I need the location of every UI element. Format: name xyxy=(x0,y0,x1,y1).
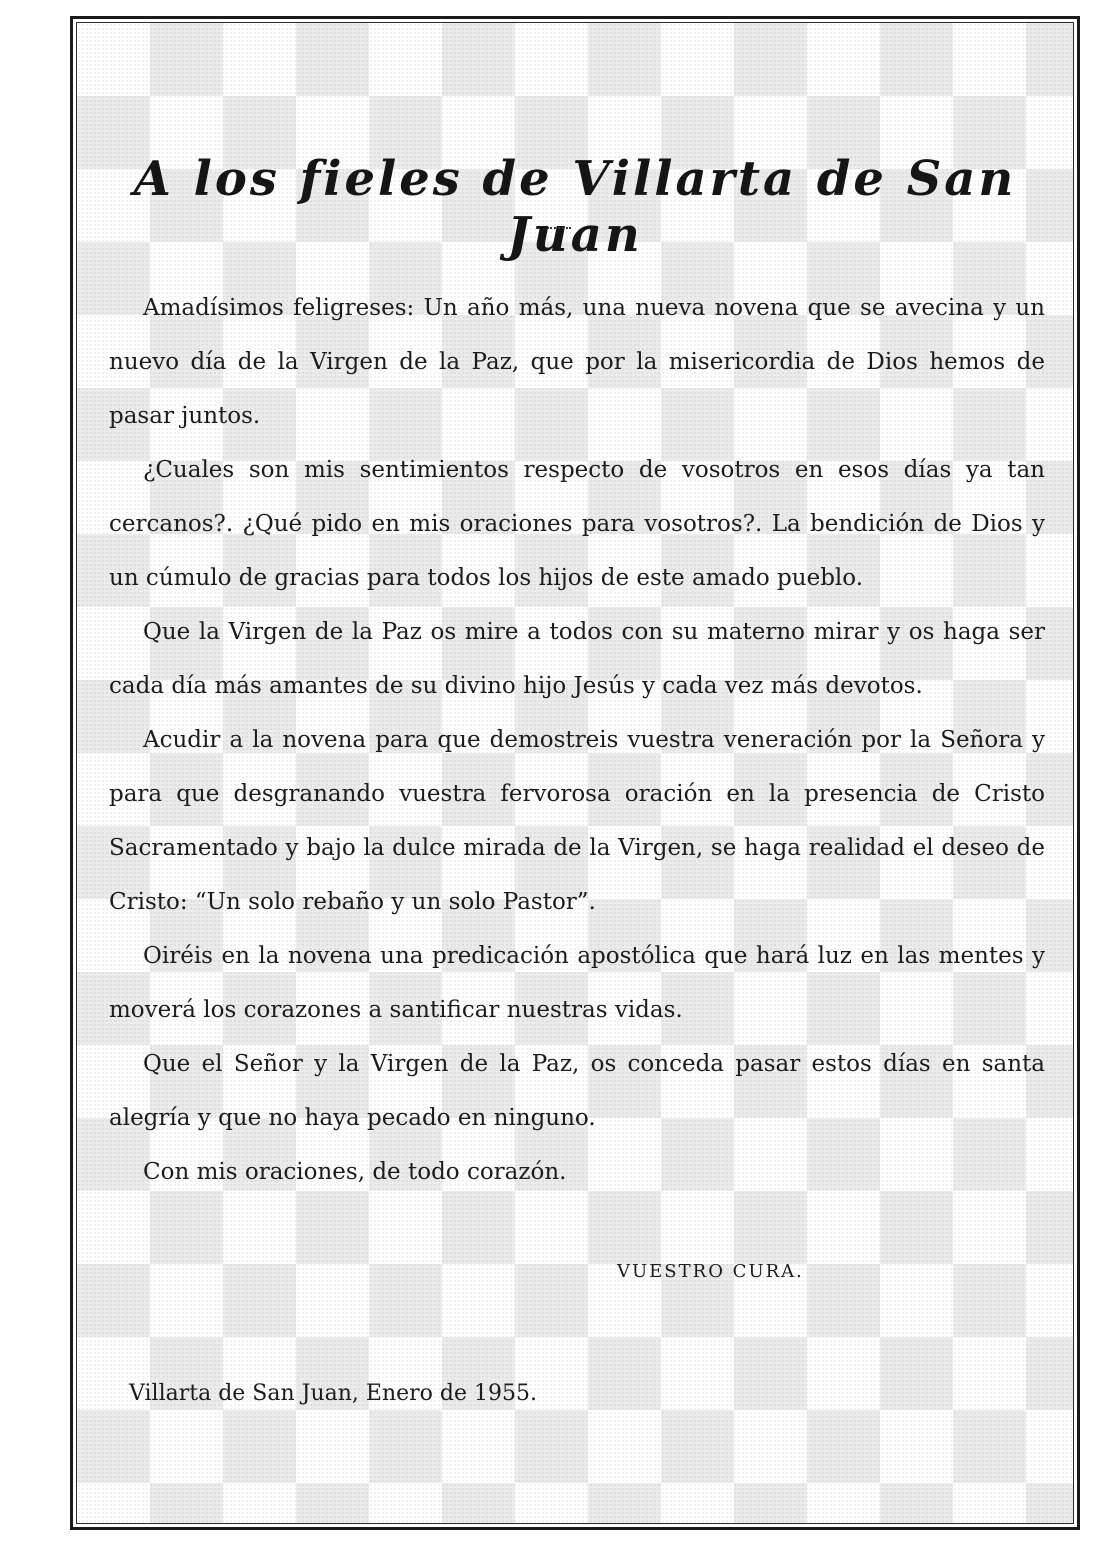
letter-title: A los fieles de Villarta de San Juan xyxy=(133,151,1017,263)
letter-body xyxy=(109,281,1045,1199)
paragraph-feelings: ¿Cuales son mis sentimientos respecto de vosotros en esos días ya tan cercanos?. ¿Qué pido en mis oraciones para vosotros?. La bendición de Dios y un cúmulo de gracias para todos los hijos de este amado pueblo. xyxy=(109,457,1045,591)
paragraph-greeting: Amadísimos feligreses: Un año más, una nueva novena que se avecina y un nuevo día de la Virgen de la Paz, que por la misericordia de Dios hemos de pasar juntos. xyxy=(109,295,1045,429)
paragraph-closing: Con mis oraciones, de todo corazón. xyxy=(143,1159,567,1185)
place-date: Villarta de San Juan, Enero de 1955. xyxy=(129,1381,537,1406)
paragraph-preaching: Oiréis en la novena una predicación apostólica que hará luz en las mentes y moverá los corazones a santificar nuestras vidas. xyxy=(109,943,1045,1023)
paragraph-novena-call: Acudir a la novena para que demostreis vuestra veneración por la Señora y para que desgranando vuestra fervorosa oración en la presencia de Cristo Sacramentado y bajo la dulce mirada de la Virgen, se haga realidad el deseo de Cristo: “Un solo rebaño y un solo Pastor”. xyxy=(109,727,1045,915)
paragraph-blessing: Que el Señor y la Virgen de la Paz, os conceda pasar estos días en santa alegría y que no haya pecado en ninguno. xyxy=(109,1051,1045,1131)
signature: VUESTRO CURA. xyxy=(617,1261,804,1282)
paragraph-virgin: Que la Virgen de la Paz os mire a todos con su materno mirar y os haga ser cada día más amantes de su divino hijo Jesús y cada vez más devotos. xyxy=(109,619,1045,699)
title-ornament xyxy=(547,227,571,231)
letter-panel xyxy=(76,22,1074,1524)
